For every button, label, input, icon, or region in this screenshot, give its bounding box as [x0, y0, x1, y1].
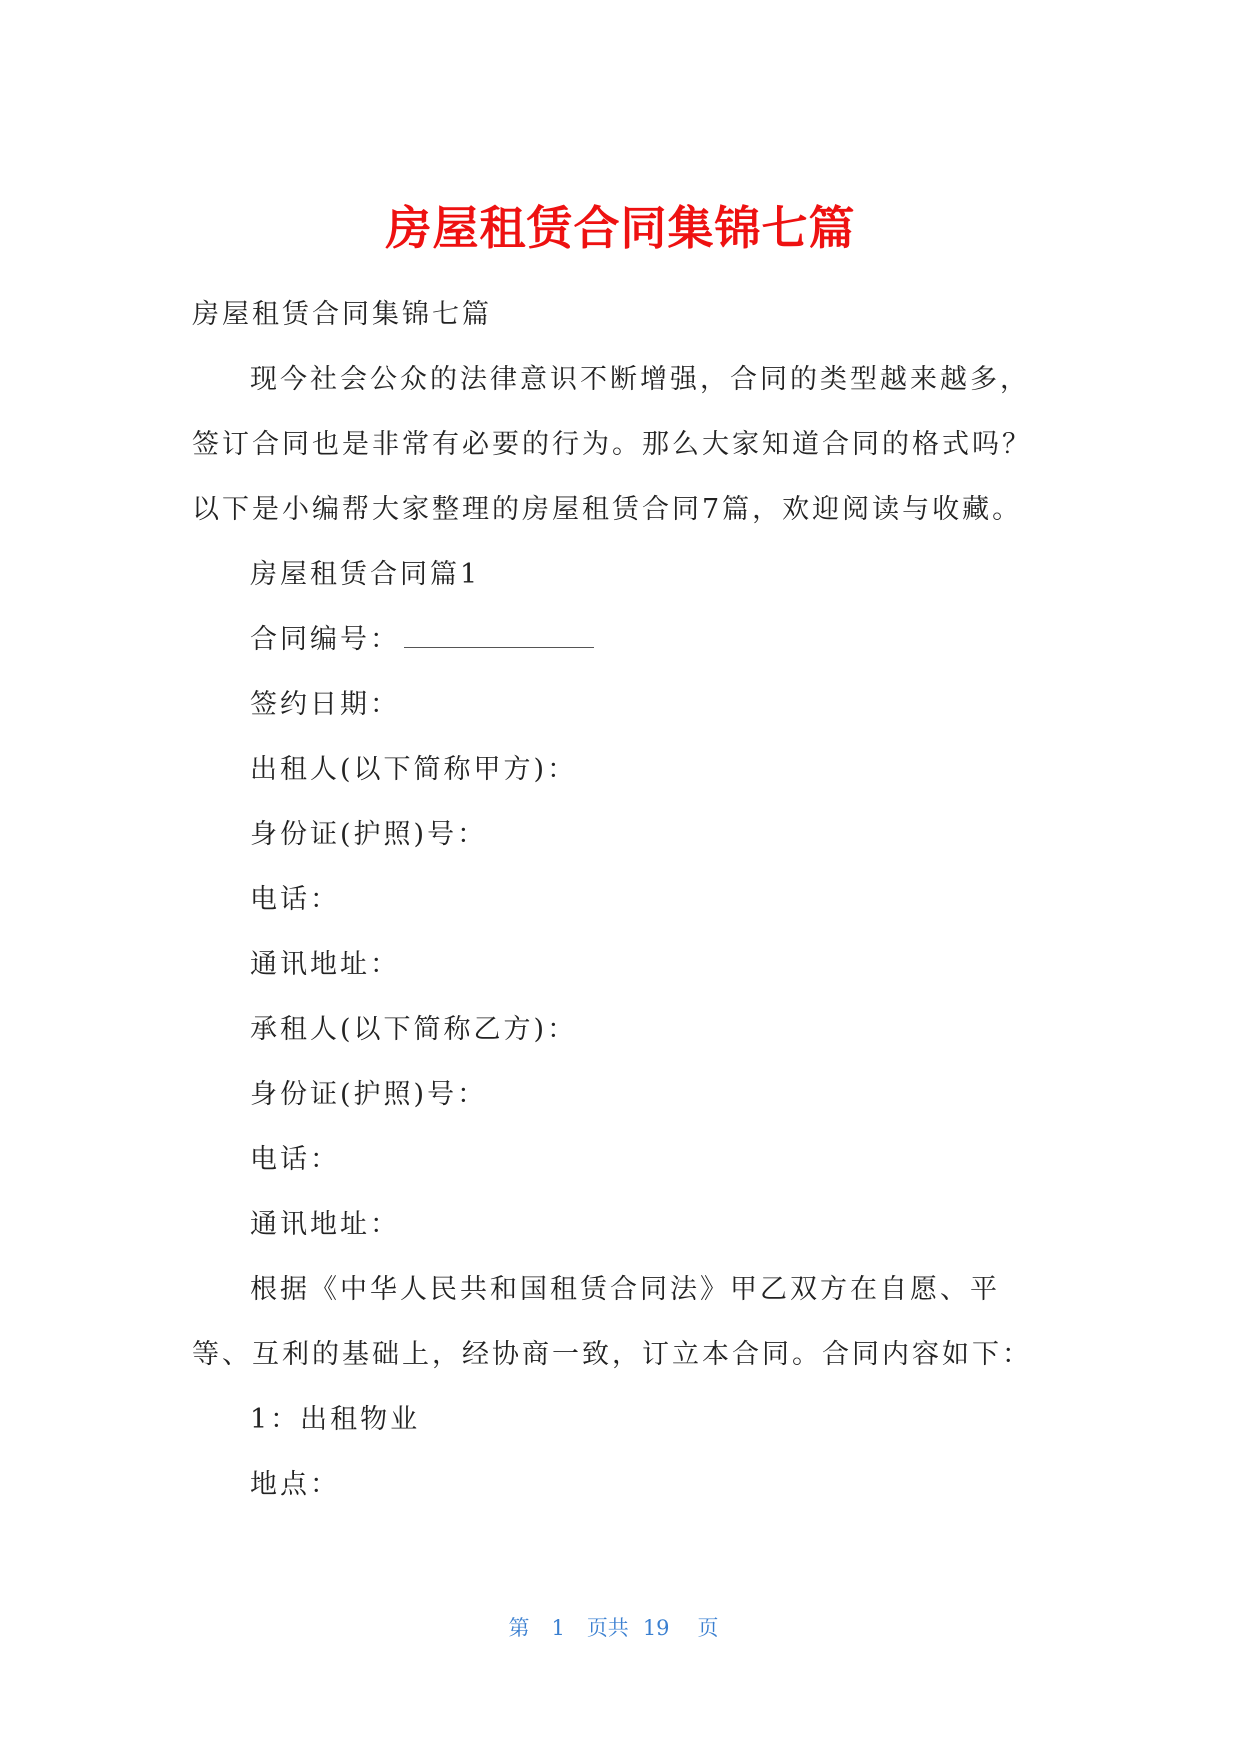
footer-middle: 页共 — [586, 1616, 629, 1640]
footer-current-page: 1 — [551, 1616, 565, 1640]
contract-number-label: 合同编号： — [250, 624, 400, 655]
contract-number-line — [192, 607, 1042, 672]
intro-paragraph: 现今社会公众的法律意识不断增强，合同的类型越来越多，签订合同也是非常有必要的行为。那么大家知道合同的格式吗？以下是小编帮大家整理的房屋租赁合同7篇，欢迎阅读与收藏。 — [192, 364, 1032, 525]
basis-paragraph: 根据《中华人民共和国租赁合同法》甲乙双方在自愿、平等、互利的基础上，经协商一致，订立本合同。合同内容如下： — [192, 1274, 1032, 1370]
sign-date-label: 签约日期： — [250, 689, 400, 720]
footer-suffix: 页 — [697, 1616, 719, 1640]
lessor-id-label: 身份证(护照)号： — [250, 819, 488, 850]
section-heading: 房屋租赁合同篇1 — [250, 559, 481, 590]
lessee-id-label: 身份证(护照)号： — [250, 1079, 488, 1110]
location-label: 地点： — [250, 1469, 340, 1500]
document-title: 房屋租赁合同集锦七篇 — [385, 201, 856, 255]
lessor-phone-label: 电话： — [250, 884, 340, 915]
lessor-label: 出租人(以下简称甲方)： — [250, 754, 578, 785]
subtitle: 房屋租赁合同集锦七篇 — [192, 299, 492, 330]
item1-heading: 1：出租物业 — [250, 1404, 421, 1435]
document-body — [192, 282, 1042, 1517]
lessee-address-label: 通讯地址： — [250, 1209, 400, 1240]
lessee-phone-label: 电话： — [250, 1144, 340, 1175]
lessee-label: 承租人(以下简称乙方)： — [250, 1014, 578, 1045]
page-footer — [0, 1612, 1241, 1642]
footer-prefix: 第 — [508, 1616, 530, 1640]
contract-number-blank — [404, 625, 594, 648]
lessor-address-label: 通讯地址： — [250, 949, 400, 980]
footer-total-pages: 19 — [642, 1616, 670, 1640]
